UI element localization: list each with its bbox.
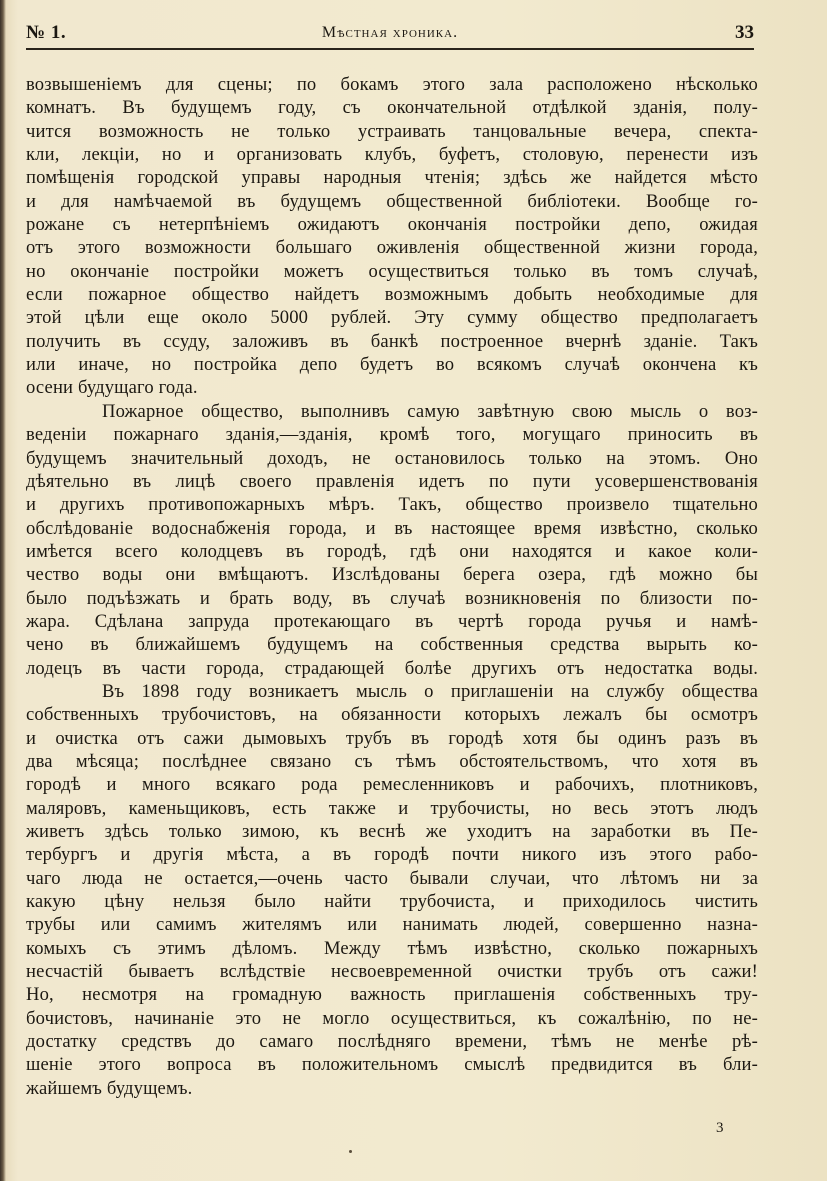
text-line: чено въ ближайшемъ будущемъ на собственныя средства вырыть ко- <box>26 634 758 656</box>
text-line: чество воды они вмѣщаютъ. Изслѣдованы берега озера, гдѣ можно бы <box>26 564 758 586</box>
text-line: собственныхъ трубочистовъ, на обязанности которыхъ лежалъ бы осмотръ <box>26 704 758 726</box>
text-line: достатку средствъ до самаго послѣдняго времени, тѣмъ не менѣе рѣ- <box>26 1031 758 1053</box>
paragraph-first-line: Въ 1898 году возникаетъ мысль о приглашеніи на службу общества <box>102 680 758 702</box>
text-line: получить въ ссуду, заложивъ въ банкѣ построенное вчернѣ зданіе. Такъ <box>26 330 758 352</box>
text-line: два мѣсяца; послѣднее связано съ тѣмъ обстоятельствомъ, что хотя въ <box>26 750 758 772</box>
text-line: лодецъ въ части города, страдающей болѣе другихъ отъ недостатка воды. <box>26 657 758 679</box>
text-line: веденіи пожарнаго зданія,—зданія, кромѣ того, могущаго приносить въ <box>26 424 758 446</box>
section-title: Мѣстная хроника. <box>321 24 459 41</box>
text-line: комнатъ. Въ будущемъ году, съ окончательной отдѣлкой зданія, полу- <box>26 97 758 119</box>
text-line: трубы или самимъ жителямъ или нанимать людей, совершенно назна- <box>26 914 758 936</box>
text-line: бочистовъ, начинаніе это не могло осуществиться, къ сожалѣнію, по не- <box>26 1007 758 1029</box>
text-line: если пожарное общество найдетъ возможнымъ добыть необходимые для <box>26 284 758 306</box>
text-line: какую цѣну нельзя было найти трубочиста, и приходилось чистить <box>26 891 758 913</box>
text-line: и очистка отъ сажи дымовыхъ трубъ въ городѣ хотя бы одинъ разъ въ <box>26 727 758 749</box>
signature-mark: 3 <box>716 1120 724 1136</box>
text-line: живетъ здѣсь только зимою, къ веснѣ же уходитъ на заработки въ Пе- <box>26 821 758 842</box>
text-line: кли, лекціи, но и организовать клубъ, буфетъ, столовую, перенести изъ <box>26 144 758 166</box>
text-line: жайшемъ будущемъ. <box>26 1077 193 1099</box>
header-rule <box>26 48 754 50</box>
text-line: тербургъ и другія мѣста, а въ городѣ почти никого изъ этого рабо- <box>26 844 758 866</box>
text-line: Но, несмотря на громадную важность приглашенія собственныхъ тру- <box>26 984 758 1006</box>
text-line: рожане съ нетерпѣніемъ ожидаютъ окончанія постройки депо, ожидая <box>26 214 758 236</box>
page-number: 33 <box>735 22 754 43</box>
text-line: жара. Сдѣлана запруда протекающаго въ чертѣ города ручья и намѣ- <box>26 610 758 632</box>
paragraph-first-line: Пожарное общество, выполнивъ самую завѣтную свою мысль о воз- <box>102 400 758 422</box>
text-line: чится возможность не только устраивать танцовальные вечера, спекта- <box>26 120 758 142</box>
running-header <box>26 20 754 48</box>
issue-number: № 1. <box>26 22 67 43</box>
text-line: и другихъ противопожарныхъ мѣръ. Такъ, общество произвело тщательно <box>26 494 758 516</box>
text-line: или иначе, но постройка депо будетъ во всякомъ случаѣ окончена къ <box>26 354 758 376</box>
body-text <box>26 73 758 1100</box>
text-line: обслѣдованіе водоснабженія города, и въ настоящее время извѣстно, сколько <box>26 517 758 539</box>
text-line: помѣщенія городской управы народныя чтенія; здѣсь же найдется мѣсто <box>26 167 758 189</box>
text-line: комыхъ съ этимъ дѣломъ. Между тѣмъ извѣстно, сколько пожарныхъ <box>26 937 758 959</box>
text-line: дѣятельно въ лицѣ своего правленія идетъ по пути усовершенствованія <box>26 470 758 492</box>
text-line: но окончаніе постройки можетъ осуществиться только въ томъ случаѣ, <box>26 260 758 282</box>
text-line: будущемъ значительный доходъ, не остановилось только на этомъ. Оно <box>26 447 758 469</box>
text-line: возвышеніемъ для сцены; по бокамъ этого зала расположено нѣсколько <box>26 74 758 95</box>
paper-speck <box>349 1150 352 1153</box>
text-line: отъ этого возможности большаго оживленія общественной жизни города, <box>26 237 758 259</box>
text-line: чаго люда не остается,—очень часто бывали случаи, что лѣтомъ ни за <box>26 867 758 889</box>
text-line: этой цѣли еще около 5000 рублей. Эту сумму общество предполагаетъ <box>26 307 758 329</box>
text-line: было подъѣзжать и брать воду, въ случаѣ возникновенія по близости по- <box>26 587 758 609</box>
text-line: городѣ и много всякаго рода ремесленниковъ и рабочихъ, плотниковъ, <box>26 774 758 796</box>
text-line: шеніе этого вопроса въ положительномъ смыслѣ предвидится въ бли- <box>26 1054 758 1076</box>
text-line: имѣется всего колодцевъ въ городѣ, гдѣ они находятся и какое коли- <box>26 540 758 562</box>
text-line: маляровъ, каменьщиковъ, есть также и трубочисты, но весь этотъ людъ <box>26 797 758 819</box>
binding-edge <box>0 0 6 1181</box>
text-line: несчастій бываетъ вслѣдствіе несвоевременной очистки трубъ отъ сажи! <box>26 961 758 983</box>
text-line: и для намѣчаемой въ будущемъ общественной библіотеки. Вообще го- <box>26 190 758 212</box>
text-line: осени будущаго года. <box>26 377 198 399</box>
